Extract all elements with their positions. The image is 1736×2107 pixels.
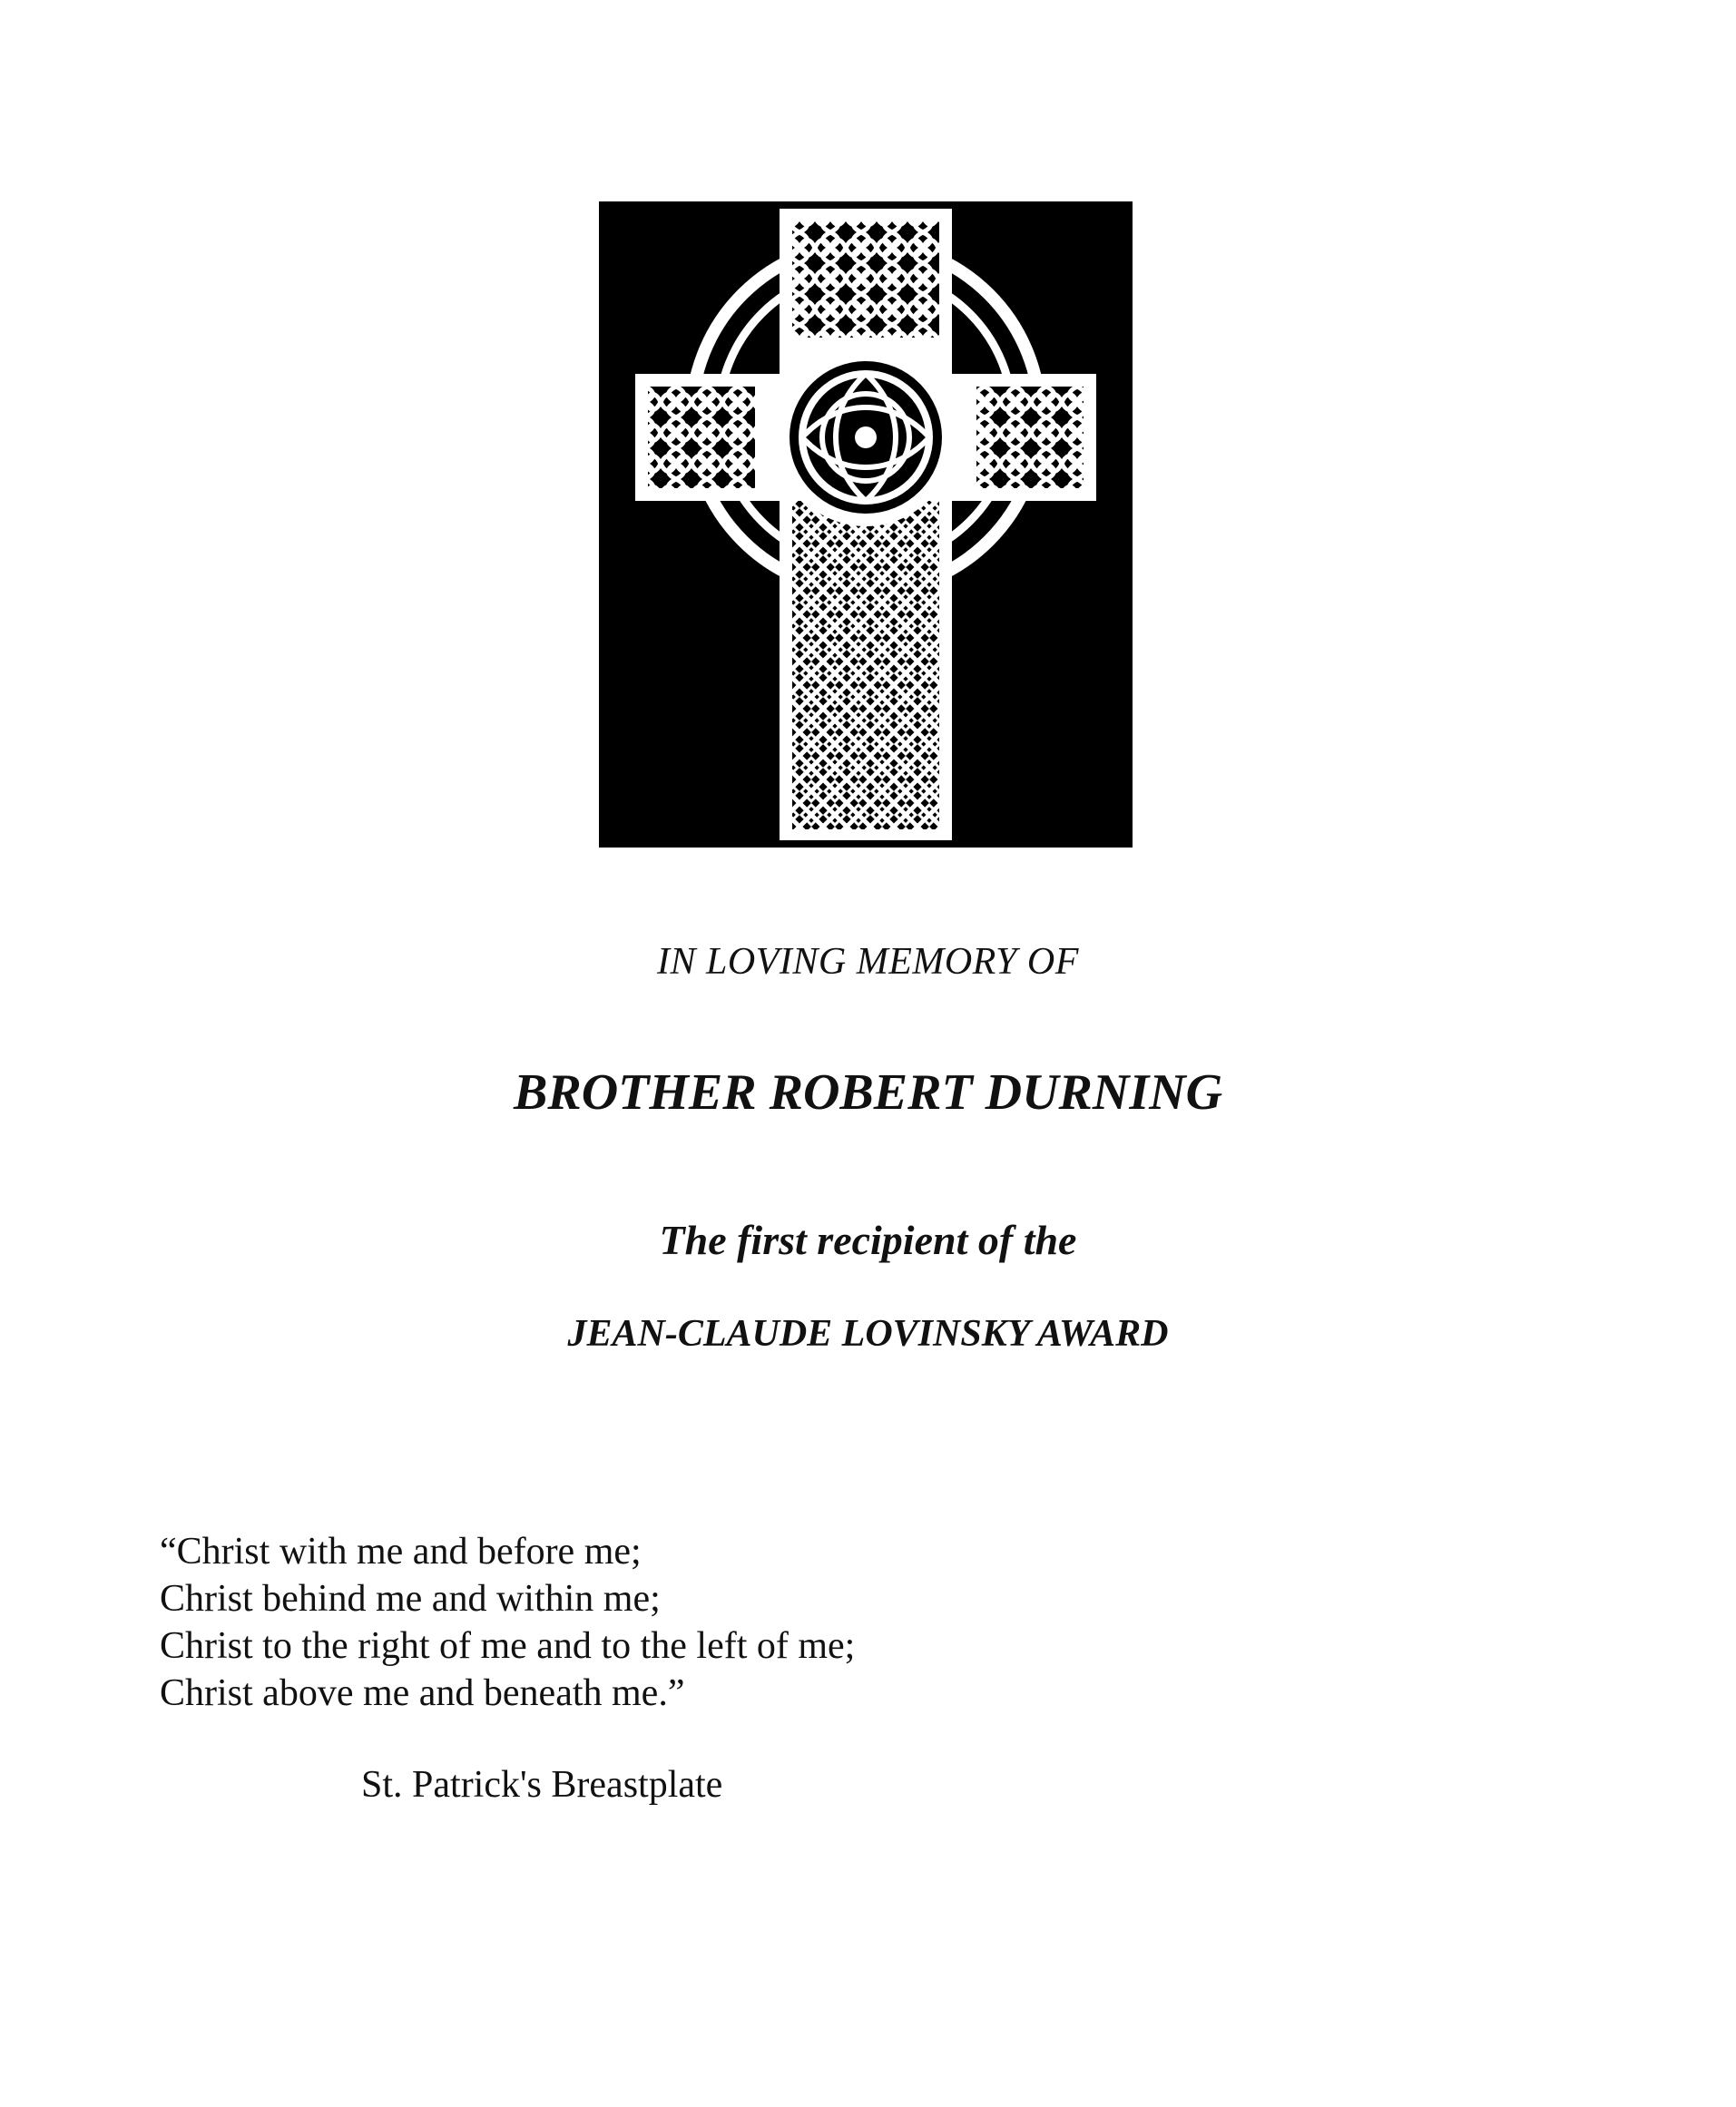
verse-attribution: St. Patrick's Breastplate <box>361 1764 723 1806</box>
prayer-verse <box>160 1528 855 1717</box>
in-memory-label: IN LOVING MEMORY OF <box>657 941 1079 983</box>
honoree-name: BROTHER ROBERT DURNING <box>513 1064 1223 1121</box>
verse-line: Christ behind me and within me; <box>160 1578 661 1620</box>
verse-line: Christ to the right of me and to the left of me; <box>160 1625 856 1667</box>
verse-line: Christ above me and beneath me.” <box>160 1672 685 1714</box>
celtic-cross-icon <box>599 201 1133 848</box>
award-name: JEAN-CLAUDE LOVINSKY AWARD <box>567 1313 1169 1355</box>
celtic-cross-image <box>599 201 1133 848</box>
verse-line: “Christ with me and before me; <box>160 1531 642 1573</box>
recipient-line: The first recipient of the <box>659 1217 1077 1263</box>
